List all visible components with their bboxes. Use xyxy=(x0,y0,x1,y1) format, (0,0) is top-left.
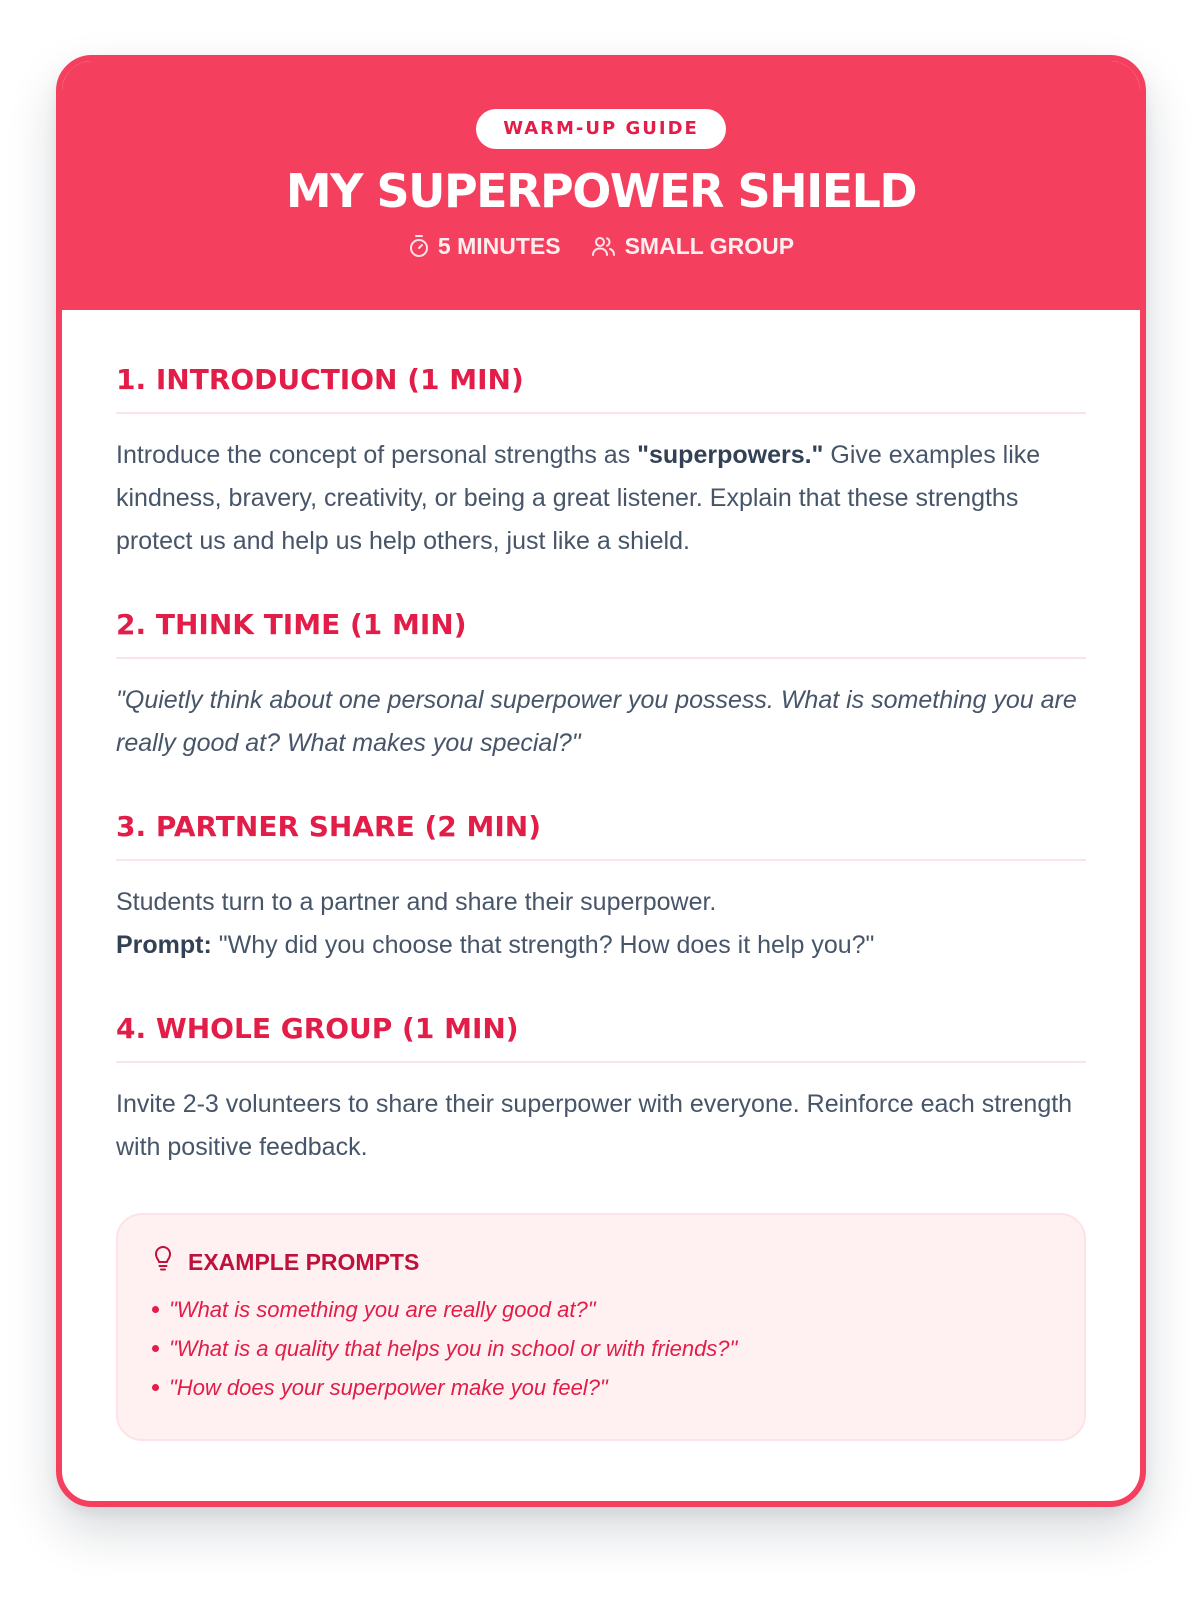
section-body xyxy=(116,434,1086,563)
group-size-label: SMALL GROUP xyxy=(624,233,795,259)
section-title: 4. WHOLE GROUP (1 MIN) xyxy=(116,1011,1086,1063)
lightbulb-icon xyxy=(152,1245,174,1278)
section-think-time xyxy=(116,607,1086,765)
section-title: 2. THINK TIME (1 MIN) xyxy=(116,607,1086,659)
text-span: Give examples like kindness, bravery, creativity, or being a great listener. Explain that these strengths protect us and help us help others, just like a shield. xyxy=(116,441,1041,555)
section-whole-group xyxy=(116,1011,1086,1169)
section-body xyxy=(116,881,1086,967)
think-quote: "Quietly think about one personal superpower you possess. What is something you are really good at? What makes you special?" xyxy=(116,686,1077,757)
example-prompt-text: "How does your superpower make you feel?" xyxy=(169,1375,608,1400)
stopwatch-icon xyxy=(408,234,430,258)
list-item xyxy=(152,1368,1050,1407)
example-prompts-box xyxy=(116,1213,1086,1441)
guide-badge: WARM-UP GUIDE xyxy=(476,109,726,149)
list-item xyxy=(152,1290,1050,1329)
text-span: Students turn to a partner and share their superpower. xyxy=(116,888,717,916)
section-introduction xyxy=(116,362,1086,563)
section-title: 3. PARTNER SHARE (2 MIN) xyxy=(116,809,1086,861)
duration-meta xyxy=(408,231,561,261)
example-prompt-text: "What is something you are really good at?" xyxy=(169,1297,596,1322)
prompt-text: "Why did you choose that strength? How does it help you?" xyxy=(211,931,875,959)
users-icon xyxy=(591,234,617,258)
duration-label: 5 MINUTES xyxy=(437,233,561,259)
card-header xyxy=(62,61,1140,310)
list-item xyxy=(152,1329,1050,1368)
group-size-meta xyxy=(591,231,795,261)
guide-card xyxy=(56,55,1146,1507)
page-title: MY SUPERPOWER SHIELD xyxy=(285,164,917,218)
section-title: 1. INTRODUCTION (1 MIN) xyxy=(116,362,1086,414)
section-body: Invite 2-3 volunteers to share their superpower with everyone. Reinforce each strength with positive feedback. xyxy=(116,1090,1073,1161)
bullet-icon xyxy=(152,1384,159,1391)
prompt-label: Prompt: xyxy=(116,931,212,959)
example-prompts-list xyxy=(152,1290,1050,1407)
bullet-icon xyxy=(152,1306,159,1313)
card-content xyxy=(62,310,1140,1441)
example-prompts-title: EXAMPLE PROMPTS xyxy=(188,1248,420,1275)
emphasis-text: "superpowers." xyxy=(637,441,824,469)
example-prompt-text: "What is a quality that helps you in school or with friends?" xyxy=(169,1336,738,1361)
text-span: Introduce the concept of personal strengths as xyxy=(116,441,638,469)
bullet-icon xyxy=(152,1345,159,1352)
example-prompts-heading xyxy=(152,1245,1050,1278)
section-partner-share xyxy=(116,809,1086,967)
meta-row xyxy=(62,231,1140,261)
